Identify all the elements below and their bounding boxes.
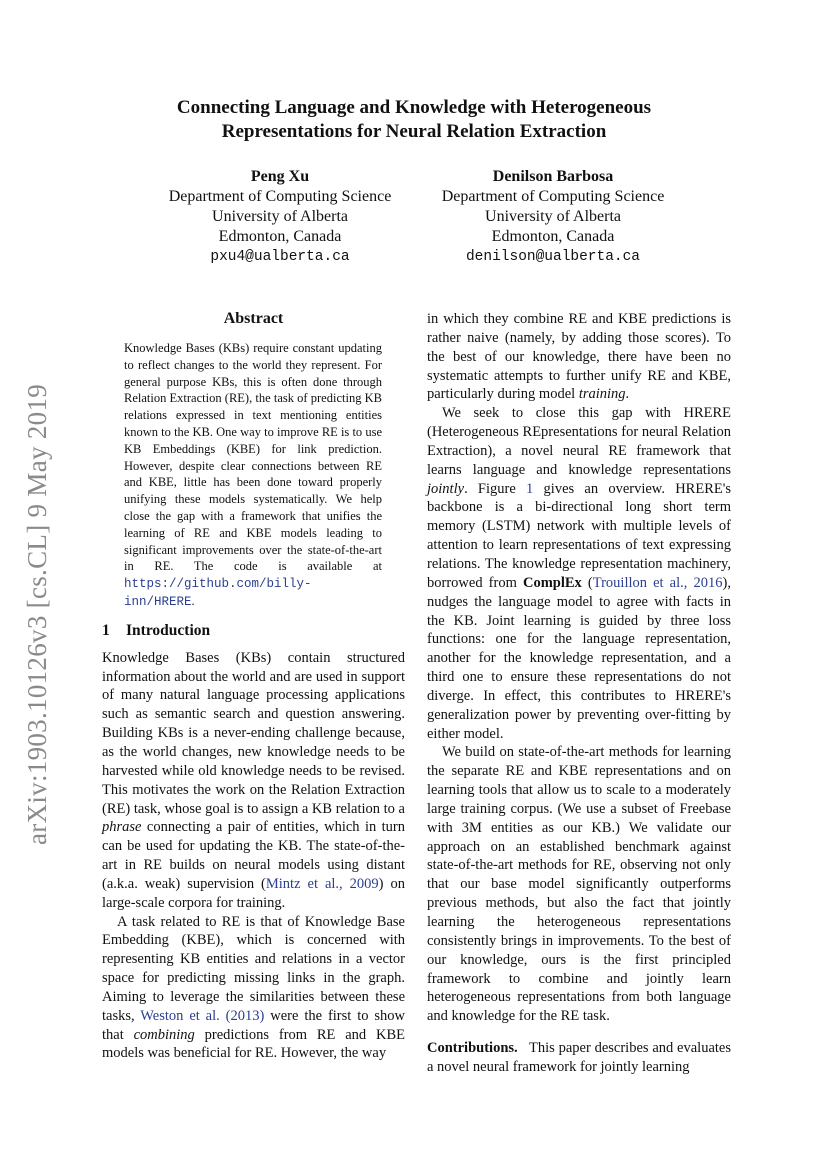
section-heading-introduction: [102, 622, 405, 640]
author-block-2: [403, 167, 703, 267]
author-department: Department of Computing Science: [168, 188, 392, 205]
intro-paragraph-2: [102, 913, 405, 1064]
text: (: [581, 574, 593, 591]
model-name: HRERE: [683, 405, 731, 422]
text: in which they combine RE and KBE predictions is rather naive (namely, by adding those scores). To the best of our knowledge, there have been no systematic attempts to further unify RE and KBE, particularly during model: [427, 311, 731, 403]
abstract-body: [124, 340, 382, 611]
text: . Figure: [464, 480, 527, 497]
author-name: Peng Xu: [250, 168, 310, 185]
emphasis: combining: [133, 1026, 195, 1043]
right-paragraph-3: We build on state-of-the-art methods for learning the separate RE and KBE representations and on learning tools that allow us to scale to a moderately large training corpus. (We use a subset of Freebase with 3M entities as our KB.) We validate our approach on an established benchmark against state-of-the-art methods for RE, observing not only that our base model significantly outperforms previous methods, but also the fact that jointly learning the heterogeneous representations consistently brings in improvements. To the best of our knowledge, ours is the first principled framework to combine and jointly learn heterogeneous representations from both language and knowledge for the RE task.: [427, 744, 731, 1025]
text: ), nudges the language model to agree with facts in the KB. Joint learning is guided by three loss functions: one for the language representation, another for the knowledge representation, and a third one to ensure these representations do not diverge. In effect, this contributes to: [427, 574, 731, 704]
text: gives an overview.: [533, 480, 676, 497]
citation-link[interactable]: Weston et al. (2013): [140, 1007, 265, 1024]
text: were the first to show that: [102, 1007, 406, 1043]
text: connecting a pair of entities, which in turn can be used for updating the KB. The state-of-the-art in RE builds on neural models using distant (a.k.a. weak) supervision (: [102, 819, 405, 892]
text: 's backbone is a bi-directional long short term memory (LSTM) network with multiple levels of attention to learn representations of text expressing relations. The knowledge representation machinery, borrowed from: [427, 480, 731, 591]
text: A task related to RE is that of Knowledge Base Embedding (KBE), which is concerned with representing KB entities and relations in a vector space for predicting missing links in the graph. Aiming to leverage the similarities between these tasks,: [102, 913, 405, 1024]
text: predictions from RE and KBE models was beneficial for RE. However, the way: [102, 1026, 405, 1062]
author-location: Edmonton, Canada: [218, 228, 342, 245]
section-title: Introduction: [126, 621, 211, 639]
author-block-1: [130, 167, 430, 267]
contributions-label: Contributions.: [427, 1040, 518, 1057]
author-department: Department of Computing Science: [441, 188, 665, 205]
emphasis: jointly: [427, 480, 465, 497]
text: (Heterogeneous REpresentations for neural Relation Extraction), a novel neural RE framework that learns language and knowledge representations: [427, 424, 731, 478]
paper-title: [0, 96, 828, 144]
intro-paragraph-1: [102, 649, 405, 913]
author-email[interactable]: denilson@ualberta.ca: [465, 249, 641, 265]
emphasis: phrase: [102, 819, 142, 836]
abstract-text: Knowledge Bases (KBs) require constant updating to reflect changes to the world they represent. For general purpose KBs, this is often done through Relation Extraction (RE), the task of predicting KB relations expressed in text mentioning entities known to the KB. One way to improve RE is to use KB Embeddings (KBE) for link prediction. However, despite clear connections between RE and KBE, little has been done toward properly unifying these models systematically. We help close the gap with a framework that unifies the learning of RE and KBE models leading to significant improvements over the state-of-the-art in RE. The code is available at: [124, 341, 382, 574]
author-name: Denilson Barbosa: [492, 168, 614, 185]
section-number: 1: [102, 621, 110, 639]
author-location: Edmonton, Canada: [491, 228, 615, 245]
model-name: HRERE: [675, 480, 723, 497]
abstract-end: .: [191, 593, 195, 608]
bold-term: ComplEx: [522, 574, 582, 591]
abstract-heading: Abstract: [223, 310, 284, 327]
text: ) on large-scale corpora for training.: [102, 875, 405, 911]
code-link[interactable]: https://github.com/billy-inn/HRERE: [124, 577, 312, 609]
right-column: [427, 310, 731, 1077]
text: 's generalization power by preventing over-fitting by either model.: [427, 687, 731, 742]
citation-link[interactable]: Trouillon et al., 2016: [592, 574, 723, 591]
right-paragraph-1: [427, 310, 731, 404]
title-line-2: Representations for Neural Relation Extraction: [221, 121, 607, 142]
text: Knowledge Bases (KBs) contain structured information about the world and are used in support of many natural language processing applications such as semantic search and question answering. Building KBs is a never-ending challenge because, as the world changes, new knowledge needs to be harvested while old knowledge needs to be revised. This motivates the work on the Relation Extraction (RE) task, whose goal is to assign a KB relation to a: [102, 649, 405, 817]
model-name: HRERE: [675, 687, 723, 704]
title-line-1: Connecting Language and Knowledge with Heterogeneous: [176, 97, 652, 118]
author-university: University of Alberta: [485, 208, 621, 225]
author-email[interactable]: pxu4@ualberta.ca: [210, 249, 350, 265]
left-column: [102, 310, 405, 1063]
emphasis: training: [578, 386, 626, 403]
contributions-paragraph: [427, 1039, 731, 1077]
author-university: University of Alberta: [212, 208, 348, 225]
figure-link[interactable]: 1: [526, 480, 534, 497]
text: This paper describes and evaluates a novel neural framework for jointly learning: [427, 1040, 731, 1075]
text: We seek to close this gap with: [442, 405, 684, 422]
right-paragraph-2: [427, 404, 731, 743]
arxiv-stamp: arXiv:1903.10126v3 [cs.CL] 9 May 2019: [22, 383, 52, 845]
text: .: [625, 386, 630, 403]
citation-link[interactable]: Mintz et al., 2009: [265, 875, 379, 892]
